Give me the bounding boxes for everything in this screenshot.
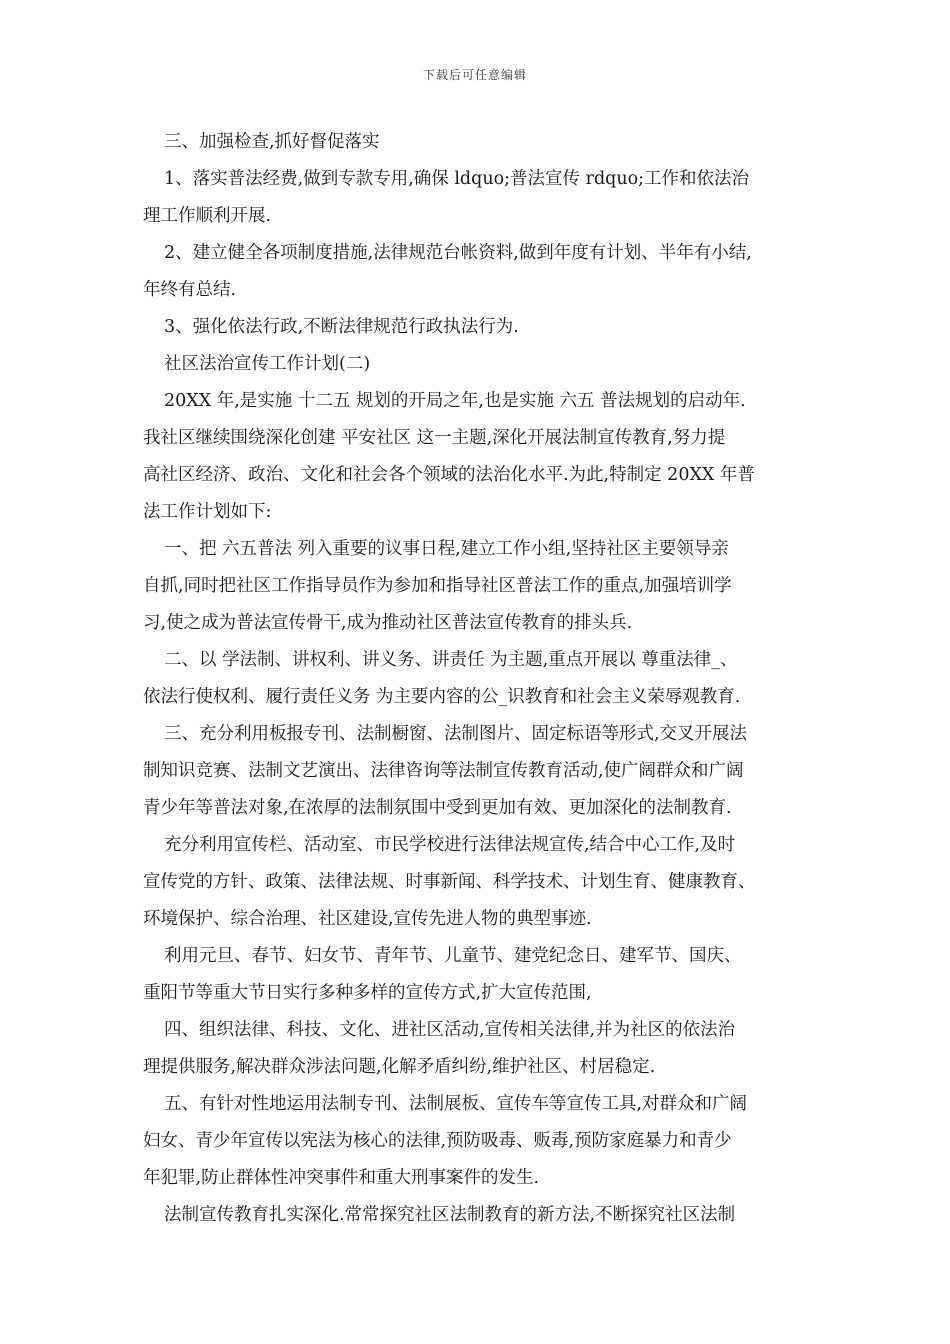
document-body [143,124,823,1234]
paragraph-line: 习,使之成为普法宣传骨干,成为推动社区普法宣传教育的排头兵. [143,613,633,633]
paragraph-line: 四、组织法律、科技、文化、进社区活动,宣传相关法律,并为社区的依法治 [164,1020,736,1040]
paragraph-line: 一、把 六五普法 列入重要的议事日程,建立工作小组,坚持社区主要领导亲 [164,539,729,559]
paragraph-line: 理提供服务,解决群众涉法问题,化解矛盾纠纷,维护社区、村居稳定. [143,1057,656,1077]
paragraph-line: 高社区经济、政治、文化和社会各个领域的法治化水平.为此,特制定 20XX 年普 [143,465,755,485]
paragraph-line: 3、强化依法行政,不断法律规范行政执法行为. [164,317,519,337]
page-header: 下载后可任意编辑 [422,68,527,82]
paragraph-line: 我社区继续围绕深化创建 平安社区 这一主题,深化开展法制宣传教育,努力提 [143,428,726,448]
paragraph-line: 制知识竞赛、法制文艺演出、法律咨询等法制宣传教育活动,使广阔群众和广阔 [143,761,744,781]
paragraph-line: 法工作计划如下: [143,502,272,522]
paragraph-line: 充分利用宣传栏、活动室、市民学校进行法律法规宣传,结合中心工作,及时 [164,835,736,855]
paragraph-line: 妇女、青少年宣传以宪法为核心的法律,预防吸毒、贩毒,预防家庭暴力和青少 [143,1131,732,1151]
paragraph-line: 重阳节等重大节日实行多种多样的宣传方式,扩大宣传范围, [143,983,592,1003]
paragraph-line: 三、充分利用板报专刊、法制橱窗、法制图片、固定标语等形式,交叉开展法 [164,724,748,744]
paragraph-line: 依法行使权利、履行责任义务 为主要内容的公_识教育和社会主义荣辱观教育. [143,687,741,707]
paragraph-line: 宣传党的方针、政策、法律法规、时事新闻、科学技术、计划生育、健康教育、 [143,872,756,892]
paragraph-line: 自抓,同时把社区工作指导员作为参加和指导社区普法工作的重点,加强培训学 [143,576,732,596]
section-heading: 三、加强检查,抓好督促落实 [164,132,380,152]
paragraph-line: 五、有针对性地运用法制专刊、法制展板、宣传车等宣传工具,对群众和广阔 [164,1094,748,1114]
paragraph-line: 理工作顺利开展. [143,206,272,226]
paragraph-line: 2、建立健全各项制度措施,法律规范台帐资料,做到年度有计划、半年有小结, [164,243,752,263]
paragraph-line: 青少年等普法对象,在浓厚的法制氛围中受到更加有效、更加深化的法制教育. [143,798,732,818]
paragraph-line: 年犯罪,防止群体性冲突事件和重大刑事案件的发生. [143,1168,540,1188]
paragraph-line: 二、以 学法制、讲权利、讲义务、讲责任 为主题,重点开展以 尊重法律_、 [164,650,738,670]
paragraph-line: 利用元旦、春节、妇女节、青年节、儿童节、建党纪念日、建军节、国庆、 [164,946,742,966]
document-title: 社区法治宣传工作计划(二) [164,354,371,374]
paragraph-line: 法制宣传教育扎实深化.常常探究社区法制教育的新方法,不断探究社区法制 [164,1205,736,1225]
paragraph-line: 年终有总结. [143,280,237,300]
paragraph-line: 环境保护、综合治理、社区建设,宣传先进人物的典型事迹. [143,909,592,929]
paragraph-line: 1、落实普法经费,做到专款专用,确保 ldquo;普法宣传 rdquo;工作和依法治 [164,169,750,189]
paragraph-line: 20XX 年,是实施 十二五 规划的开局之年,也是实施 六五 普法规划的启动年. [164,391,746,411]
